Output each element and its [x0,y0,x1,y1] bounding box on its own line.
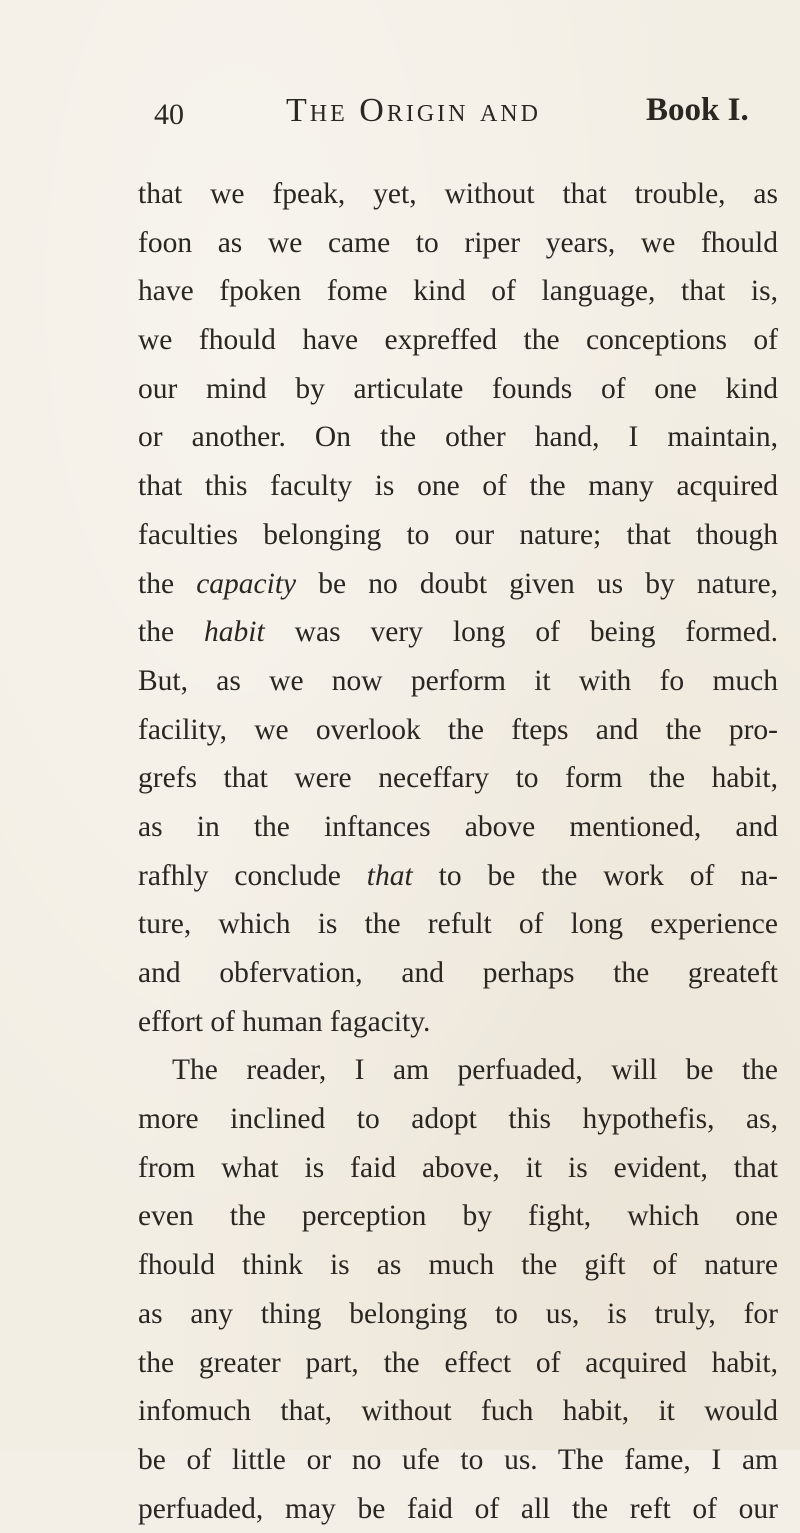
text-line [138,316,778,365]
text-line [138,608,778,657]
text-line [138,1241,778,1290]
text-segment: fhould think is as much the gift of nature [138,1249,778,1282]
italic-phrase: that [366,859,413,892]
text-line [138,219,778,268]
text-line [138,413,778,462]
text-segment: and obfervation, and perhaps the greateft [138,957,778,989]
text-segment: ture, which is the refult of long experience [138,908,778,941]
text-segment: that this faculty is one of the many acquired [138,470,778,503]
text-line [138,1339,778,1388]
text-segment: as any thing belonging to us, is truly, for [138,1297,778,1330]
text-segment: was very long of being formed. [264,616,778,649]
text-line [138,1046,778,1095]
text-segment: faculties belonging to our nature; that though [138,518,778,551]
text-segment: as in the inftances above mentioned, and [138,810,778,843]
text-segment: rafhly conclude [138,859,367,892]
book-label: Book I. [646,92,749,128]
text-line [138,365,778,414]
text-segment: or another. On the other hand, I maintain, [138,421,778,454]
text-segment: grefs that were neceffary to form the habit, [138,762,778,795]
text-line [138,998,778,1047]
text-segment: the [138,567,197,600]
text-segment: even the perception by fight, which one [138,1200,778,1233]
text-segment: infomuch that, without fuch habit, it would [138,1395,778,1428]
text-segment: that we fpeak, yet, without that trouble, as [138,178,778,210]
text-segment: facility, we overlook the fteps and the pro- [138,713,778,746]
text-line [138,657,778,706]
text-line [138,462,778,511]
text-line [138,1192,778,1241]
text-line [138,1095,778,1144]
text-segment: be no doubt given us by nature, [296,567,778,600]
text-line [138,267,778,316]
text-segment: we fhould have expreffed the conceptions of [138,324,778,357]
text-line [138,1387,778,1436]
text-segment: effort of human fagacity. [138,1005,431,1038]
text-line [138,1436,778,1485]
text-line [138,1485,778,1533]
text-segment: the [138,616,205,649]
italic-phrase: habit [204,616,265,649]
text-segment: But, as we now perform it with fo much [138,664,778,697]
text-line [138,803,778,852]
text-line [138,1144,778,1193]
text-line [138,511,778,560]
text-segment: from what is faid above, it is evident, that [138,1151,778,1184]
text-line [138,560,778,609]
text-line [138,1290,778,1339]
running-title: The Origin and [286,92,541,129]
text-segment: to be the work of na- [412,859,778,892]
text-line [138,852,778,901]
text-segment: more inclined to adopt this hypothefis, as, [138,1103,778,1136]
running-head [154,92,774,140]
text-line [138,949,778,998]
text-segment: perfuaded, may be faid of all the reft of our [138,1492,778,1525]
text-line [138,170,778,219]
body-text [138,170,778,1533]
text-line [138,706,778,755]
text-line [138,754,778,803]
text-segment: The reader, I am perfuaded, will be the [172,1054,778,1087]
italic-phrase: capacity [196,567,297,600]
text-segment: the greater part, the effect of acquired habit, [138,1346,778,1379]
page-number: 40 [154,98,184,131]
text-segment: our mind by articulate founds of one kind [138,372,778,405]
text-segment: have fpoken fome kind of language, that is, [138,275,778,308]
text-segment: be of little or no ufe to us. The fame, I am [138,1443,778,1476]
text-line [138,900,778,949]
text-segment: foon as we came to riper years, we fhould [138,226,778,259]
